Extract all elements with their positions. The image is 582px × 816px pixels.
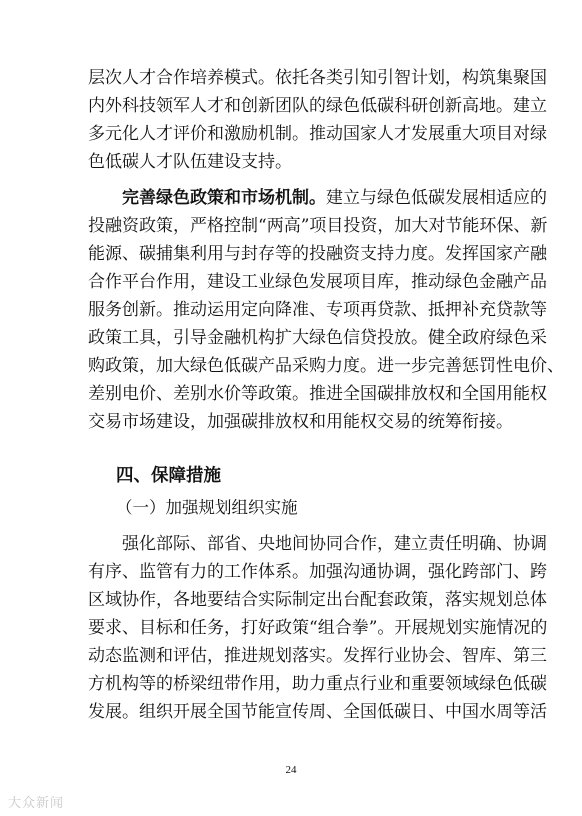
paragraph-policy-market — [88, 184, 564, 436]
text-line: 购政策，加大绿色低碳产品采购力度。进一步完善惩罚性电价、 — [88, 356, 564, 376]
page-number: 24 — [285, 764, 297, 776]
text-line: 政策工具，引导金融机构扩大绿色信贷投放。健全政府绿色采 — [88, 328, 547, 348]
text-line: 投融资政策，严格控制“两高”项目投资，加大对节能环保、新 — [88, 216, 548, 236]
text-line: 多元化人才评价和激励机制。推动国家人才发展重大项目对绿 — [88, 124, 547, 144]
text-line: 内外科技领军人才和创新团队的绿色低碳科研创新高地。建立 — [88, 96, 547, 116]
text-line: 强化部际、部省、央地间协同合作，建立责任明确、协调 — [122, 534, 547, 554]
text-line — [88, 184, 547, 212]
text-line: 发展。组织开展全国节能宣传周、全国低碳日、中国水周等活 — [88, 702, 547, 722]
text-line: 服务创新。推动运用定向降准、专项再贷款、抵押补充贷款等 — [88, 300, 547, 320]
paragraph-planning — [88, 530, 548, 726]
text-line: 方机构等的桥梁纽带作用，助力重点行业和重要领域绿色低碳 — [88, 674, 547, 694]
subsection-heading: （一）加强规划组织实施 — [116, 498, 298, 517]
text-line: 要求、目标和任务，打好政策“组合拳”。开展规划实施情况的 — [88, 618, 548, 638]
text-line: 合作平台作用，建设工业绿色发展项目库，推动绿色金融产品 — [88, 272, 547, 292]
paragraph-lead: 完善绿色政策和市场机制。 — [122, 188, 326, 208]
text-line: 色低碳人才队伍建设支持。 — [88, 152, 292, 172]
text-line: 能源、碳捕集利用与封存等的投融资支持力度。发挥国家产融 — [88, 244, 547, 264]
text-line: 交易市场建设，加强碳排放权和用能权交易的统筹衔接。 — [88, 412, 513, 432]
text-segment: 建立与绿色低碳发展相适应的 — [326, 188, 547, 208]
text-line: 差别电价、差别水价等政策。推进全国碳排放权和全国用能权 — [88, 384, 547, 404]
watermark: 大众新闻 — [8, 796, 65, 811]
paragraph-talent — [88, 64, 547, 176]
text-line: 区域协作，各地要结合实际制定出台配套政策，落实规划总体 — [88, 590, 547, 610]
text-line: 动态监测和评估，推进规划落实。发挥行业协会、智库、第三 — [88, 646, 547, 666]
text-line: 有序、监管有力的工作体系。加强沟通协调，强化跨部门、跨 — [88, 562, 547, 582]
section-heading: 四、保障措施 — [116, 466, 221, 486]
text-line: 层次人才合作培养模式。依托各类引知引智计划，构筑集聚国 — [88, 68, 547, 88]
